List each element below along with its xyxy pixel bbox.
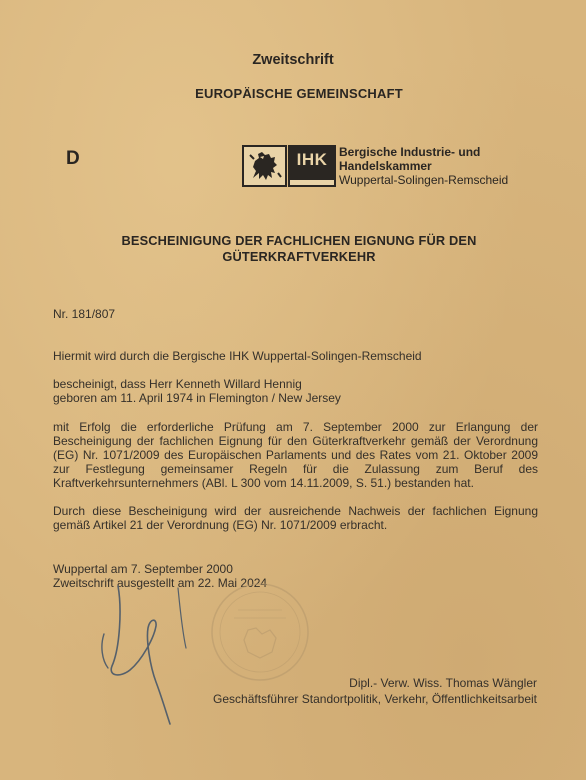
ihk-logo-text: IHK (296, 150, 328, 169)
proof-paragraph: Durch diese Bescheinigung wird der ausreichende Nachweis der fachlichen Eignung gemäß Artikel 21 der Verordnung (EG) Nr. 1071/2009 erbracht. (53, 504, 538, 532)
copy-issued-date: Zweitschrift ausgestellt am 22. Mai 2024 (53, 576, 268, 590)
certified-person: bescheinigt, dass Herr Kenneth Willard Hennig (53, 377, 302, 391)
community-heading: EUROPÄISCHE GEMEINSCHAFT (195, 86, 403, 101)
certificate-title-line1: BESCHEINIGUNG DER FACHLICHEN EIGNUNG FÜR DEN (121, 233, 477, 248)
certificate-number: Nr. 181/807 (53, 307, 116, 321)
place-date: Wuppertal am 7. September 2000 (53, 562, 233, 576)
intro-text: Hiermit wird durch die Bergische IHK Wuppertal-Solingen-Remscheid (53, 349, 422, 363)
chamber-name-line2: Handelskammer (339, 159, 432, 173)
signatory-title: Geschäftsführer Standortpolitik, Verkehr, Öffentlichkeitsarbeit (213, 692, 537, 706)
handwritten-signature-icon (90, 578, 210, 728)
exam-paragraph: mit Erfolg die erforderliche Prüfung am 7. September 2000 zur Erlangung der Bescheinigung der fachlichen Eignung für den Güterkraftverkehr gemäß der Verordnung (EG) Nr. 1071/2009 des Europäischen Parlaments und des Rates vom 21. Oktober 2009 zur Festlegung gemeinsamer Regeln für die Zulassung zum Beruf des Kraftverkehrsunternehmers (ABl. L 300 vom 14.11.2009, S. 51.) bestanden hat. (53, 420, 538, 490)
copy-heading: Zweitschrift (252, 52, 334, 68)
signatory-name: Dipl.- Verw. Wiss. Thomas Wängler (349, 676, 537, 690)
logo-bar (288, 178, 336, 187)
chamber-name (339, 145, 508, 187)
certificate-title-line2: GÜTERKRAFTVERKEHR (222, 249, 376, 264)
chamber-name-line1: Bergische Industrie- und (339, 145, 481, 159)
birth-details: geboren am 11. April 1974 in Flemington / New Jersey (53, 391, 341, 405)
signatory-block (213, 675, 537, 707)
ihk-logo (288, 145, 336, 187)
chamber-name-line3: Wuppertal-Solingen-Remscheid (339, 173, 509, 187)
country-code: D (66, 148, 80, 169)
official-seal-icon (208, 580, 312, 684)
certificate-title (0, 233, 586, 265)
lion-crest-icon (242, 145, 287, 187)
